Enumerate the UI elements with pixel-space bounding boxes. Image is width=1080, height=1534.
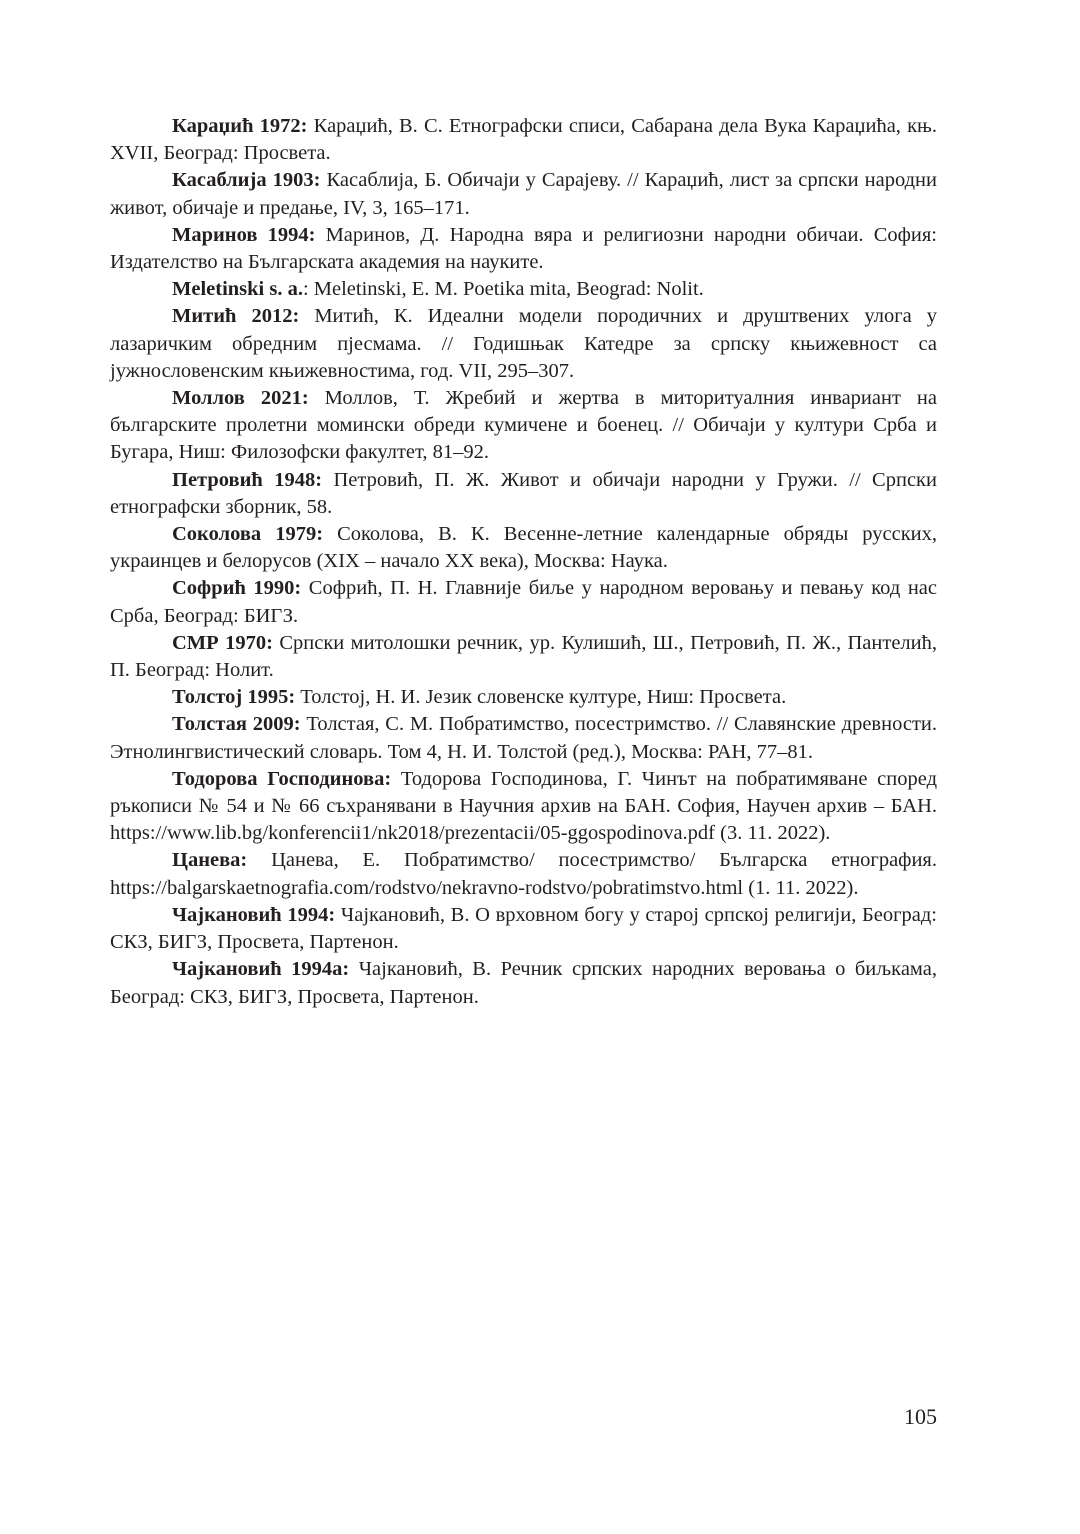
- reference-entry: [110, 521, 937, 575]
- reference-text: Петровић, П. Ж. Живот и обичаји народни у Гружи. // Српски етнографски зборник, 58.: [110, 468, 937, 518]
- reference-text: Тодорова Господинова, Г. Чинът на побратимяване според ръкописи № 54 и № 66 съхранявани в Научния архив на БАН. София, Научен архив – БАН. https://www.lib.bg/konferencii1/nk2018/prezentacii/05-ggospodinova.pdf (3. 11. 2022).: [110, 767, 938, 845]
- reference-text: Толстая, С. М. Побратимство, посестримство. // Славянские древности. Этнолингвистический словарь. Том 4, Н. И. Толстой (ред.), Москва: РАН, 77–81.: [110, 713, 937, 763]
- reference-key: Чајкановић 1994:: [172, 903, 336, 926]
- reference-text: Толстој, Н. И. Језик словенске културе, Ниш: Просвета.: [295, 686, 787, 709]
- reference-entry: [110, 847, 937, 901]
- reference-key: Касаблија 1903:: [172, 169, 321, 192]
- reference-key: Цанева:: [172, 849, 248, 872]
- reference-entry: [110, 113, 937, 167]
- reference-text: Касаблија, Б. Обичаји у Сарајеву. // Караџић, лист за српски народни живот, обичаје и предање, IV, 3, 165–171.: [110, 169, 937, 219]
- reference-text: Чајкановић, В. Речник српских народних веровања о биљкама, Београд: СКЗ, БИГЗ, Просвета, Партенон.: [110, 958, 937, 1008]
- reference-key: Meletinski s. a.: [172, 278, 303, 301]
- reference-text: Караџић, В. С. Етнографски списи, Сабарана дела Вука Караџића, књ. XVII, Београд: Просвета.: [110, 115, 937, 165]
- reference-key: Маринов 1994:: [172, 223, 316, 246]
- reference-entry: [110, 766, 937, 848]
- reference-key: Толстая 2009:: [172, 713, 301, 736]
- reference-text: Маринов, Д. Народна вяра и религиозни народни обичаи. София: Издателство на Българската академия на науките.: [110, 223, 937, 274]
- reference-key: Караџић 1972:: [172, 115, 308, 137]
- reference-text: Чајкановић, В. О врховном богу у старој српској религији, Београд: СКЗ, БИГЗ, Просвета, Партенон.: [110, 903, 937, 954]
- reference-key: СМР 1970:: [172, 631, 273, 654]
- reference-entry: [110, 902, 937, 956]
- reference-text: : Meletinski, E. M. Poetika mita, Beograd: Nolit.: [302, 278, 704, 301]
- reference-key: Толстој 1995:: [172, 686, 296, 709]
- reference-text: Митић, К. Идеални модели породичних и друштвених улога у лазаричким обредним пјесмама. // Годишњак Катедре за српску књижевност са јужнословенским књижевностима, год. VII, 295–307.: [110, 305, 937, 382]
- bibliography-list: [110, 113, 937, 1011]
- reference-entry: [110, 711, 937, 765]
- reference-entry: [110, 630, 937, 684]
- reference-entry: [110, 276, 937, 303]
- reference-text: Соколова, В. К. Весенне-летние календарные обряды русских, украинцев и белорусов (XIX – начало XX века), Москва: Наука.: [110, 523, 938, 573]
- reference-entry: [110, 467, 937, 521]
- reference-entry: [110, 956, 937, 1010]
- reference-text: Српски митолошки речник, ур. Кулишић, Ш., Петровић, П. Ж., Пантелић, П. Београд: Нолит.: [110, 631, 937, 682]
- reference-key: Софрић 1990:: [172, 577, 302, 600]
- reference-key: Митић 2012:: [172, 305, 300, 328]
- reference-text: Цанева, Е. Побратимство/ посестримство/ Българска етнография. https://balgarskaetnografia.com/rodstvo/nekravno-rodstvo/pobratimstvo.html (1. 11. 2022).: [110, 849, 937, 899]
- reference-key: Чајкановић 1994a:: [172, 958, 350, 981]
- reference-key: Петровић 1948:: [172, 468, 323, 491]
- reference-entry: [110, 575, 937, 629]
- reference-entry: [110, 684, 937, 711]
- page-number: 105: [904, 1404, 937, 1429]
- reference-entry: [110, 167, 937, 221]
- reference-entry: [110, 222, 937, 276]
- reference-key: Моллов 2021:: [172, 387, 309, 410]
- reference-text: Софрић, П. Н. Главније биље у народном веровању и певању код нас Срба, Београд: БИГЗ.: [110, 577, 937, 627]
- reference-entry: [110, 385, 937, 467]
- reference-entry: [110, 303, 937, 385]
- reference-text: Моллов, Т. Жребий и жертва в миторитуалния инвариант на българските пролетни момински обреди кумичене и боенец. // Обичаји у култури Срба и Бугара, Ниш: Филозофски факултет, 81–92.: [110, 387, 937, 464]
- reference-key: Тодорова Господинова:: [172, 767, 392, 790]
- reference-key: Соколова 1979:: [172, 523, 324, 546]
